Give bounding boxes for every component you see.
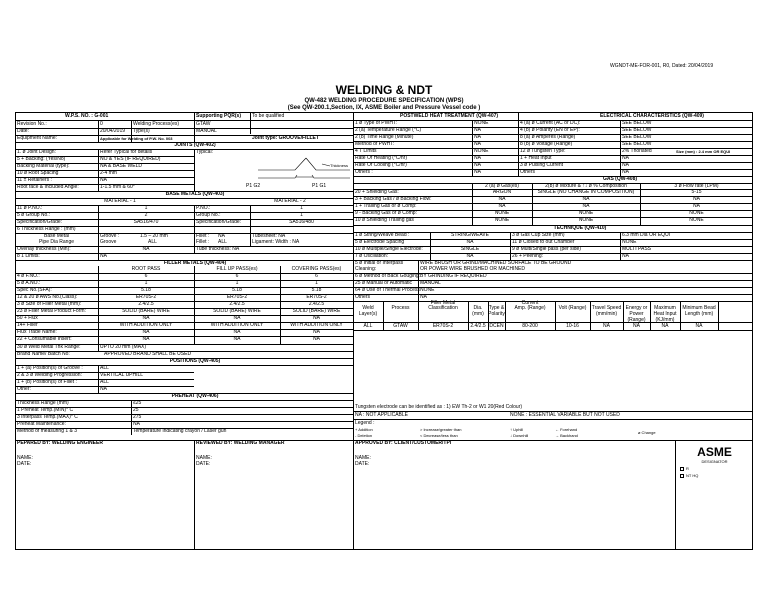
electrical-row-value: NA [622,162,629,168]
base-row-m2: SA516/480 [289,219,314,225]
filler-row-value: 6 [315,273,318,279]
filler-row-value: SOLID (BARE) WIRE [122,308,170,314]
electrical-row-label: 12 ø Tungsten Type: [520,148,566,154]
weld-table-header: Maximum Heat Input (KJ/mm) [653,305,677,323]
manual-auto-value: MANUAL [420,280,441,286]
approved-name: NAME: [355,455,371,461]
filler-row-value: WITH ADDITION ONLY [119,322,173,328]
gas-row-v1: NA [498,196,506,202]
typical-label: Typical: [196,149,213,155]
preheat-value: 275 [133,414,142,420]
gas-row-label: 10 ø Shielding Trailing gas [355,217,414,223]
equipment-label: Equipment Name: [17,135,58,141]
pipe-dia-label: Pipe Dia Range [38,239,75,245]
electrical-row-value: NA [622,155,629,161]
weld-table-cell: 10-16 [566,323,579,329]
technique-header: TECHNIQUE (QW-410) [553,225,607,231]
electrical-row-label: 8 (a) ø Amperes (Range) [520,134,576,140]
date-label: Date: [17,128,29,134]
pwht-row-value: NONE [474,148,489,154]
pwht-row-value: NA [474,155,481,161]
joint-type: Joint type: GROOVE/FILLET [252,135,319,141]
asme-title: ASME [697,445,732,459]
back-gouging-label: 6 ø Method of Back Gouging: [355,273,421,279]
weld-table-col-line [623,301,624,330]
base-row-m1: 1 [144,205,148,211]
filler-row-label: 5 ø A.NO.: [17,280,41,286]
position-value: VERTICAL UPHILL [100,372,144,378]
legend-increase: > Increase/greater than [420,427,462,432]
pwht-row-label: 4 T Limits [355,148,377,154]
supporting-pqr-label: Supporting PQR(s) [196,113,241,119]
gas-row-v3: NONE [689,210,704,216]
tech-row-v2: MULTI PASS [622,246,651,252]
approved-date: DATE: [355,461,370,467]
legend-decrease: < Decrease/less than [420,433,458,438]
electrical-row-label: 4 (b) ø Polarity (EN or EP): [520,127,580,133]
filler-row-value: NA [313,315,320,321]
filler-row-value: 2.4/2.5 [229,301,245,307]
pwht-row-value: NA [474,169,481,175]
filler-row-label: 50 + Flux [17,315,38,321]
tech-row-label: 1 ø String/Weave Bead : [355,232,410,238]
document-title: WELDING & NDT [335,83,433,97]
prepared-date: DATE: [17,461,32,467]
material-1-label: MATERIAL - 1 [104,198,136,204]
joint-row-value: NO & YES (IF REQUIRED) [100,156,161,162]
electrical-row-label: 8 (b) ø Voltage (Range) [520,141,573,147]
filler-row-label: Spec No.(SFA): [17,287,52,293]
weld-table-cell: GTAW [393,323,408,329]
weld-table-col-line [488,301,489,330]
gas-row-v2: NA [582,203,590,209]
base-row-label: 11 ø P.NO.: [17,205,43,211]
filler-row-value: 2.4/2.5 [138,301,154,307]
legend-change: ø Change [638,430,656,435]
filler-row-value: NA [233,329,241,335]
other-limits-label: 8 1 Limits: [17,253,40,259]
thickness-range-label: 6 Thickness Range : (mm) [17,226,76,232]
filler-row-value: NA [233,336,241,342]
fillet-1-label: Fillet : [196,233,210,239]
initial-cleaning-label: 5 ø Initial or Interpass [355,260,404,266]
weld-table-col-line [505,301,506,330]
filler-row-value: 5.18 [141,287,151,293]
gas-row-v1: NONE [494,217,510,223]
reviewed-by: REVIEWED BY: WELDING MANAGER [196,440,285,446]
electrical-header: ELECTRICAL CHARACTERISTICS (QW-409) [600,113,704,119]
pwht-row-label: 2 (a) Temperature Range (°C) [355,127,422,133]
filler-col-line [98,266,99,351]
preheat-value: ≤25 [133,400,142,406]
prepared-name: NAME: [17,455,33,461]
gas-col-2: 2(b) ø Mixture & ↑↓ ø % Composition [545,183,627,189]
joint-row-value: 1-1.5 mm & 60° [100,184,135,190]
filler-row-value: 6 [235,273,239,279]
tech-row-v1: STRING/WEAVE [451,232,489,238]
pwht-row-line [353,176,518,177]
gas-row-v2: SINGLE (NO CHANGE IN COMPOSITION) [537,189,635,195]
base-row-label: 5 ø Group No.: [17,212,51,218]
tech-row-v1: SINGLE [460,246,480,252]
electrical-row-line [518,169,753,170]
joint-row-label: Backing Material (type): [17,163,70,169]
filler-row-label: 14+ Filler [17,322,38,328]
gas-col-3: 3 ø Flow rate (LPM) [674,183,719,189]
filler-col-covering: COVERING PASS(es) [291,266,342,272]
tungsten-size: Size (mm) : 2.4 mm OR EQUI [676,149,731,154]
other-limits-value: NA [100,253,107,259]
filler-row-label: 4 ø F.NO.: [17,273,40,279]
weld-table-header: Volt (Range) [558,305,587,311]
base-row-label2: Group No.: [196,212,221,218]
weld-table-col-line [383,301,384,330]
weld-table-header: Amp. (Range) [514,305,546,311]
filler-row-value: NA [233,315,241,321]
thermal-process-value: NONE [420,287,435,293]
tungsten-note: Tungsten electrode can be identified as : 1) EW Th-2 or W1 20(Red Colour) [355,404,523,410]
groove-2-value: ALL [148,239,157,245]
weld-table-header: Travel Speed (mm/min) [591,305,622,317]
weld-table-cell: NA [695,323,703,329]
base-row-m1: 2 [144,212,148,218]
weld-table-header: Dia. (mm) [472,305,484,317]
asme-designator: DESIGNATOR [701,459,728,464]
legend-uphill: ↑ Uphill [510,427,524,432]
tech-row-label2: 3 ø Gas Cup Size (mm) [512,232,565,238]
revision-no-value: 0 [100,121,103,127]
filler-row-value: 5.18 [311,287,322,293]
filler-row-value: ER70S-2 [226,294,248,300]
weld-table-header: Type & Polarity [488,305,505,317]
tech-row-label: 10 ø Multiple/Single Electrode: [355,246,423,252]
position-value: ALL [100,379,109,385]
filler-row-value: 2.4/2.5 [308,301,325,307]
gas-row-label: 3 + Backing Gas / ø Backing Flow: [355,196,432,202]
electrical-row-value: NA [622,169,629,175]
position-label: 1 + (b) Position(s) of Fillet : [17,379,77,385]
pwht-row-line [353,169,518,170]
position-label: 2 & 3 ø Welding Progression: [17,372,82,378]
electrical-row-value: SEE BELOW [622,134,652,140]
document-sub-subtitle: (See QW-200.1,Section, IX, ASME Boiler and Pressure Vessel code ) [287,105,481,111]
fillet-1-value: NA [218,233,225,239]
revision-no-label: Revision No.: [17,121,47,127]
weld-table-col-line [680,301,681,330]
asme-opt-r: R [686,466,689,471]
none-note: NONE : ESSENTIAL VARIABLE BUT NOT USED [510,412,620,418]
tubesheet: Tubesheet: NA [252,233,286,239]
filler-row-value: 6 [144,273,148,279]
legend-label: Legend : [355,420,375,426]
electrical-row-label: Others [520,169,536,175]
tube-thickness: Tube thickness: NA [196,246,240,252]
pwht-row-value: NA [474,162,481,168]
weld-table-col-line [555,301,556,330]
weld-table-cell: ER70S-2 [432,323,454,329]
weld-table-cell: NA [661,323,669,329]
preheat-header: PREHEAT (QW-406) [171,393,219,399]
groove-1-label: Groove : [100,233,120,239]
to-be-qualified: To be qualified [252,113,285,119]
filler-row-label: 3 ø Size of Filler Metal (mm): [17,301,82,307]
pwht-row-label: Others : [355,169,373,175]
others-label: Others [355,294,371,300]
base-row-m1: SA516/470 [133,219,159,225]
initial-cleaning-value2: OR POWER WIRE BRUSHED OR MACHINED [420,266,526,272]
electrical-row-value: 2% Thoriated [622,148,652,154]
weld-table-cell: 80-200 [522,323,538,329]
preheat-value: NA [133,421,140,427]
weld-table-header: Weld Layer(s) [358,305,378,317]
joint-row-label: Root face & Included Angle: [17,184,79,190]
legend-addition: + Addition [355,427,373,432]
base-row-label: Specification/Grade: [17,219,63,225]
filler-row-value: NA [142,336,150,342]
filler-row-value: WITH ADDITION ONLY [210,322,264,328]
filler-row-label: 22 + Consumable Insert: [17,336,72,342]
overlay-value: NA [142,246,150,252]
pwht-row-value: NA [474,134,481,140]
tech-row-label2: 11 ø Closed to out Chamber [512,239,575,245]
weld-table-col-line [590,301,591,330]
na-note: NA : NOT APPLICABLE [355,412,408,418]
p1g1-label: P1 G1 [312,183,327,189]
legend-forehand: ← Forehand [555,427,578,432]
others-value: NA [420,294,427,300]
filler-row-value: WITH ADDITION ONLY [290,322,343,328]
back-gouging-value: BY GRINDING IF REQUIRED [420,273,487,279]
material-2-label: MATERIAL - 2 [274,198,306,204]
tech-row-v2: NA [622,253,629,259]
electrical-row-label: 4 (a) ø Current (AC or DC): [520,120,581,126]
p1g2-label: P1 G2 [246,183,261,189]
position-value: ALL [100,365,109,371]
ligament: Ligament: Width : NA [252,239,300,245]
form-number: WGNDT-ME-FOR-001, R0, Dated: 20/04/2019 [610,63,714,69]
electrical-row-label: 3 ø Pulsing Current [520,162,564,168]
gas-row-v1: NONE [494,210,510,216]
joint-row-value: NA [100,177,107,183]
electrical-row-value: SEE BELOW [622,127,652,133]
tech-row-v2: 6.3 mm Dia OR EQUI [622,232,671,238]
brand-label: Brand Name/ Batch No: [17,351,70,357]
joint-row-value: NA & BASE WELD [100,163,142,169]
pwht-row-value: NA [474,141,481,147]
preheat-label: 3 Interpass Temp.(MAX)° C [17,414,78,420]
joint-row-label: 10 ø Root Spacing [17,170,59,176]
filler-row-value: 1 [315,280,318,286]
gas-row-label: 20 + Shielding Gas: [355,189,399,195]
pwht-header: POSTWELD HEAT TREATMENT (QW-407) [400,113,499,119]
filler-col-line [194,266,195,344]
types-value: MANUAL [196,128,217,134]
electrical-row-label: 1 + Heat Input [520,155,552,161]
weld-table-col-line [418,301,419,330]
joints-header: JOINTS (QW-402) [174,142,216,148]
filler-metal-group-label: Filler Metal [430,300,456,306]
weld-table-header: Process [391,305,410,311]
filler-row-value: 1 [144,280,148,286]
preheat-label: Preheat Maintenance: [17,421,66,427]
filler-row-value: ER70S-2 [306,294,327,300]
date-value: 20/04/2019 [100,128,126,134]
gas-row-v2: NA [582,196,590,202]
fillet-2-label: Fillet : [196,239,210,245]
welding-process-label: Welding Process(es) [133,121,180,127]
base-row-m2: 1 [300,205,303,211]
gas-col-1: 2 (a) ø Gas(es) [485,183,519,189]
weld-table-col-line [718,301,719,330]
filler-row-value: ER70S-2 [135,294,157,300]
wps-number: W.P.S. NO. : G-001 [65,113,109,119]
tech-row-label2: 9 ø Multi/Single pass (per side) [512,246,581,252]
legend-downhill: ↓ Downhill [510,433,529,438]
preheat-label: Thickness Range (mm) [17,400,69,406]
weld-table-cell: 2.4/2.5 [470,323,486,329]
filler-col-line [280,266,281,344]
equipment-value: Applicable for Welding of P.W. No. 003 [100,136,173,141]
gas-row-label: 1 + Trailing Gas or ø Comp: [355,203,417,209]
electrical-row-value: SEE BELOW [622,120,652,126]
pwht-row-label: 2 (b) Time Range (Minute) [355,134,414,140]
preheat-label: 1 Preheat Temp.(MIN)° C [17,407,74,413]
base-row-label2: P.NO.: [196,205,211,211]
weld-metal-range-value: UPTO 20 mm (MAX) [100,344,147,350]
joint-row-value: 2-4 mm [100,170,117,176]
reviewed-name: NAME: [196,455,212,461]
current-group-label: Current [521,300,539,306]
tech-row-v1: NA [466,253,474,259]
filler-row-value: SOLID (BARE) WIRE [292,308,341,314]
positions-header: POSITIONS (QW-405) [169,358,221,364]
gas-row-v3: 5-15 [691,189,702,195]
gas-row-label: 9 - Backing Gas or ø Comp: [355,210,417,216]
pwht-row-label: Method of PWHT: [355,141,395,147]
manual-auto-label: 25 ø Manual or Automatic [355,280,412,286]
filler-col-root: ROOT PASS [131,266,161,272]
initial-cleaning-value: WIRE BRUSH OR GRIND/MACHINED SURFACE TO BE GROUND [420,260,572,266]
filler-row-label: 23 ø Filler Metal Product Form: [17,308,86,314]
gas-header: GAS (QW-408) [602,176,638,182]
position-label: Other: [17,386,31,392]
gas-row-v2: NONE [578,210,594,216]
legend-deletion: - Deletion [355,433,373,438]
initial-cleaning-label2: Cleaning: [355,266,377,272]
gas-row-v3: NONE [689,217,704,223]
welding-process-value: GTAW [196,121,211,127]
asme-opt-nthq: NT HQ [686,473,699,478]
filler-col-fillup: FILL UP PASS(es) [216,266,258,272]
electrical-row-line [518,155,753,156]
prepared-by: PEPARED BY: WELDING ENGINEER [17,440,103,446]
filler-metals-header: FILLER METALS (QW-404) [163,260,227,266]
base-metal-label: Base Metal [43,233,69,239]
weld-table-col-line [650,301,651,330]
types-label: Type(s) [133,128,150,134]
thermal-process-label: 64 ø Use of Thermal Process [355,287,420,293]
tech-row-v2: NONE [622,239,637,245]
gas-row-v3: NA [693,196,700,202]
asme-nthq-checkbox[interactable] [680,474,684,478]
filler-row-value: NA [313,329,320,335]
weld-metal-range-label: 30 ø Weld Metal Thk Range: [17,344,81,350]
groove-1-value: 1.5 – 20 mm [140,233,168,239]
gas-row-v3: NA [693,203,700,209]
pwht-row-value: NONE [474,120,489,126]
joint-row-value: Refer Typical for details [100,149,153,155]
base-metals-header: BASE METALS (QW-403) [165,191,225,197]
electrical-row-value: SEE BELOW [622,141,652,147]
brand-value: APPROVED BRAND SHALL BE USED [104,351,192,357]
fillet-2-value: ALL [218,239,227,245]
filler-row-value: 1 [235,280,239,286]
position-label: 1 + (a) Position(s) of Groove : [17,365,83,371]
joint-row-label: 11 ± Retainers : [17,177,52,183]
approved-by: APPROVED BY: CLIENT/CUSTOMER/TPI [355,440,452,446]
pwht-row-line [353,148,518,149]
base-row-label2: Specification/Grade: [196,219,242,225]
overlay-label: Overlay thickness (Min): [17,246,71,252]
filler-row-value: 5.18 [232,287,242,293]
tech-row-v1: NA [466,239,474,245]
joint-row-label: 5 + Backing: (Yes/No) [17,156,66,162]
filler-row-value: NA [142,315,150,321]
filler-row-value: SOLID (BARE) WIRE [213,308,261,314]
gas-row-v1: NA [498,203,506,209]
weld-table-cell: ALL [363,323,373,329]
joint-row-label: 1. ø Joint Design: [17,149,56,155]
weld-table-header: Energy or Power (Range) [625,305,648,323]
preheat-label: Method of measuring 1 & 3 [17,428,78,434]
tech-row-label2: 26 + Peening: [512,253,543,259]
base-row-m2: 1 [300,212,303,218]
pwht-row-label: Rate Of Heating (°C/hr) [355,155,408,161]
weld-table-cell: DCEN [489,323,504,329]
gas-row-v2: NONE [578,217,594,223]
filler-row-label: 12 & 20 ø AWS No.(Class): [17,294,78,300]
thickness-label: Thickness [330,163,349,168]
preheat-value: Temperature indicating crayon / Laser gun [133,428,227,434]
pwht-row-label: Rate Of Cooling (°C/hr) [355,162,407,168]
tech-row-label: 5 ø Electrode Spacing [355,239,405,245]
reviewed-date: DATE: [196,461,211,467]
document-subtitle: QW-482 WELDING PROCEDURE SPECIFICATION (WPS) [304,98,464,104]
weld-table-cell: NA [633,323,640,329]
weld-table-header: Minimum Bead Length (mm) [682,305,716,317]
gas-row-v1: ARGON [492,189,512,195]
filler-row-label: Flux Trade Name: [17,329,57,335]
groove-2-label: Groove [100,239,117,245]
filler-row-value: NA [313,336,320,342]
preheat-value: 25 [133,407,139,413]
weld-table-header: Classification [428,305,458,311]
tech-row-line [353,253,753,254]
position-value: NA [100,386,107,392]
legend-backhand: → Backhand [555,433,578,438]
weld-table-col-line [468,301,469,330]
pwht-row-value: NA [474,127,481,133]
pwht-row-label: 1 ø Type of PWHT: [355,120,397,126]
tech-row-label: 7 ø Oscillation: [355,253,389,259]
weld-table-cell: NA [603,323,610,329]
filler-row-value: NA [142,329,150,335]
asme-r-checkbox[interactable] [680,467,684,471]
